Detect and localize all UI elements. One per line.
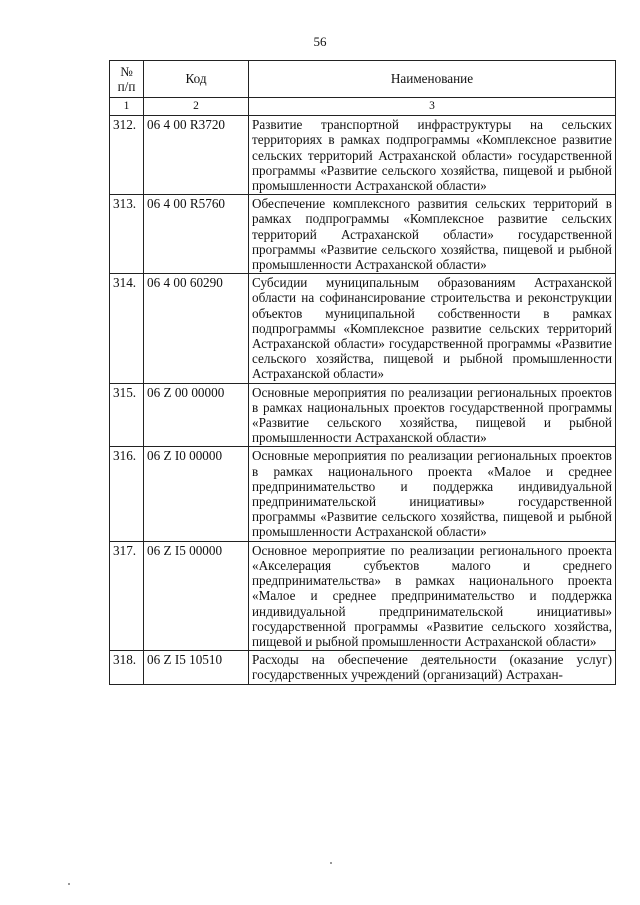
- column-number-3: 3: [249, 98, 616, 116]
- header-code: [144, 61, 249, 98]
- header-row: [110, 61, 616, 98]
- row-number: 312.: [110, 116, 144, 195]
- row-name: Расходы на обеспечение деятельности (оказание услуг) государственных учреждений (организаций) Астрахан-: [249, 651, 616, 684]
- row-number: 317.: [110, 541, 144, 650]
- scan-speck: [330, 862, 332, 864]
- table-body: [110, 116, 616, 684]
- classification-table: [109, 60, 616, 685]
- row-name: Основные мероприятия по реализации региональных проектов в рамках национального проекта «Малое и среднее предпринимательство и поддержка индивидуальной предпринимательской инициативы» государственной программы «Развитие сельского хозяйства, пищевой и рыбной промышленности Астраханской области»: [249, 447, 616, 541]
- table-row: [110, 383, 616, 447]
- row-name: Основное мероприятие по реализации регионального проекта «Акселерация субъектов малого и среднего предпринимательства» в рамках национального проекта «Малое и среднее предпринимательство и поддержка индивидуальной предпринимательской инициативы» государственной программы «Развитие сельского хозяйства, пищевой и рыбной промышленности Астраханской области»: [249, 541, 616, 650]
- header-name: [249, 61, 616, 98]
- row-code: 06 Z I0 00000: [144, 447, 249, 541]
- row-name: Развитие транспортной инфраструктуры на сельских территориях в рамках подпрограммы «Комплексное развитие сельских территорий Астраханской области» государственной программы «Развитие сельского хозяйства, пищевой и рыбной промышленности Астраханской области»: [249, 116, 616, 195]
- header-name-label: Наименование: [390, 71, 474, 87]
- row-code: 06 Z I5 10510: [144, 651, 249, 684]
- row-code: 06 Z 00 00000: [144, 383, 249, 447]
- row-name: Обеспечение комплексного развития сельских территорий в рамках подпрограммы «Комплексное развитие сельских территорий Астраханской области» государственной программы «Развитие сельского хозяйства, пищевой и рыбной промышленности Астраханской области»: [249, 195, 616, 274]
- table-row: [110, 447, 616, 541]
- row-code: 06 Z I5 00000: [144, 541, 249, 650]
- column-number-1: 1: [110, 98, 144, 116]
- header-num-label: № п/п: [117, 63, 136, 94]
- header-num: [110, 61, 144, 98]
- row-code: 06 4 00 60290: [144, 274, 249, 383]
- row-number: 314.: [110, 274, 144, 383]
- row-code: 06 4 00 R5760: [144, 195, 249, 274]
- header-code-label: Код: [185, 71, 207, 87]
- row-number: 318.: [110, 651, 144, 684]
- row-number: 316.: [110, 447, 144, 541]
- table-row: [110, 116, 616, 195]
- column-number-2: 2: [144, 98, 249, 116]
- column-number-row: [110, 98, 616, 116]
- row-number: 313.: [110, 195, 144, 274]
- page-number: 56: [313, 34, 327, 49]
- table-row: [110, 195, 616, 274]
- row-number: 315.: [110, 383, 144, 447]
- row-code: 06 4 00 R3720: [144, 116, 249, 195]
- table-header: [110, 61, 616, 116]
- table-row: [110, 541, 616, 650]
- row-name: Субсидии муниципальным образованиям Астраханской области на софинансирование строительства и реконструкции объектов муниципальной собственности в рамках подпрограммы «Комплексное развитие сельских территорий Астраханской области» государственной программы «Развитие сельского хозяйства, пищевой и рыбной промышленности Астраханской области»: [249, 274, 616, 383]
- table-row: [110, 651, 616, 684]
- row-name: Основные мероприятия по реализации региональных проектов в рамках национальных проектов государственной программы «Развитие сельского хозяйства, пищевой и рыбной промышленности Астраханской области»: [249, 383, 616, 447]
- scan-speck: [68, 883, 70, 885]
- table-row: [110, 274, 616, 383]
